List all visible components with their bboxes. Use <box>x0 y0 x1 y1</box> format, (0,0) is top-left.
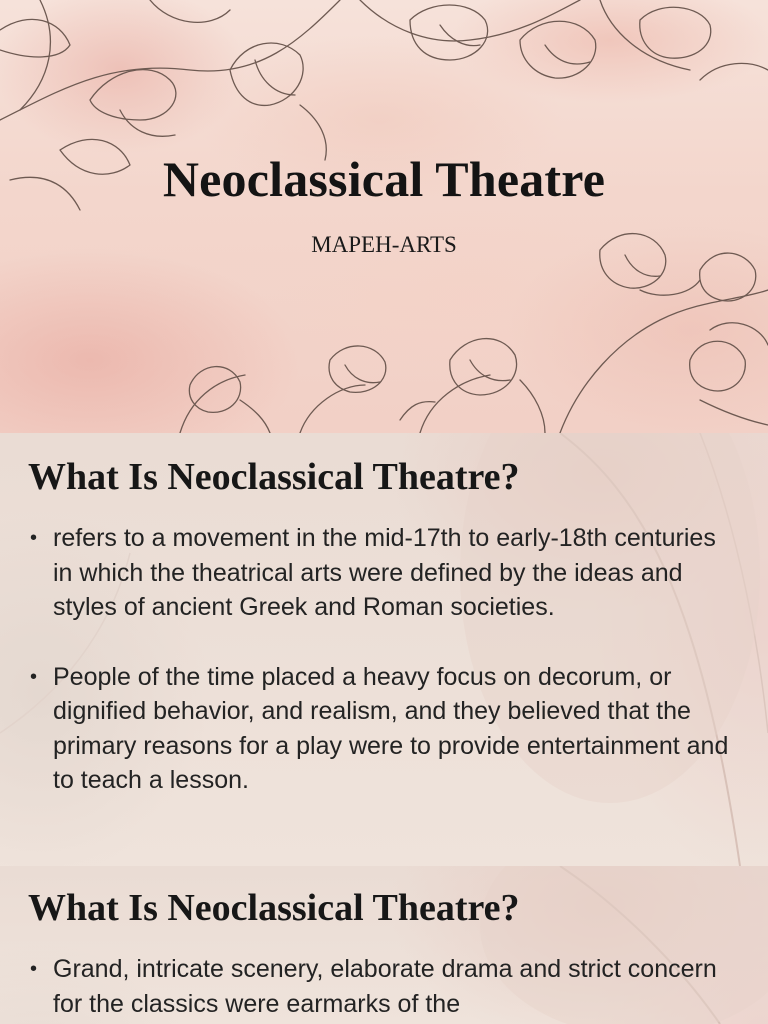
bullet-marker: • <box>30 527 38 549</box>
floral-line-art <box>0 0 768 433</box>
list-item <box>30 660 740 798</box>
bullet-text: People of the time placed a heavy focus on decorum, or dignified behavior, and realism, and they believed that the primary reasons for a play were to provide entertainment and to teach a lesson. <box>53 662 729 794</box>
bullet-text: Grand, intricate scenery, elaborate drama and strict concern for the classics were earmarks of the <box>53 955 717 1018</box>
slide-heading: What Is Neoclassical Theatre? <box>28 887 520 929</box>
list-item <box>30 521 740 625</box>
bullet-text: refers to a movement in the mid-17th to early-18th centuries in which the theatrical arts were defined by the ideas and styles of ancient Greek and Roman societies. <box>53 524 716 621</box>
presentation-subtitle: MAPEH-ARTS <box>311 232 457 257</box>
list-item <box>30 952 740 1021</box>
bullet-marker: • <box>30 958 38 980</box>
title-slide <box>0 0 768 433</box>
content-slide-1 <box>0 433 768 866</box>
content-slide-2 <box>0 866 768 1024</box>
bullet-list <box>30 952 740 1021</box>
bullet-list <box>30 521 740 798</box>
bullet-marker: • <box>30 665 38 688</box>
slide-heading: What Is Neoclassical Theatre? <box>28 456 520 498</box>
presentation-title: Neoclassical Theatre <box>162 151 606 207</box>
